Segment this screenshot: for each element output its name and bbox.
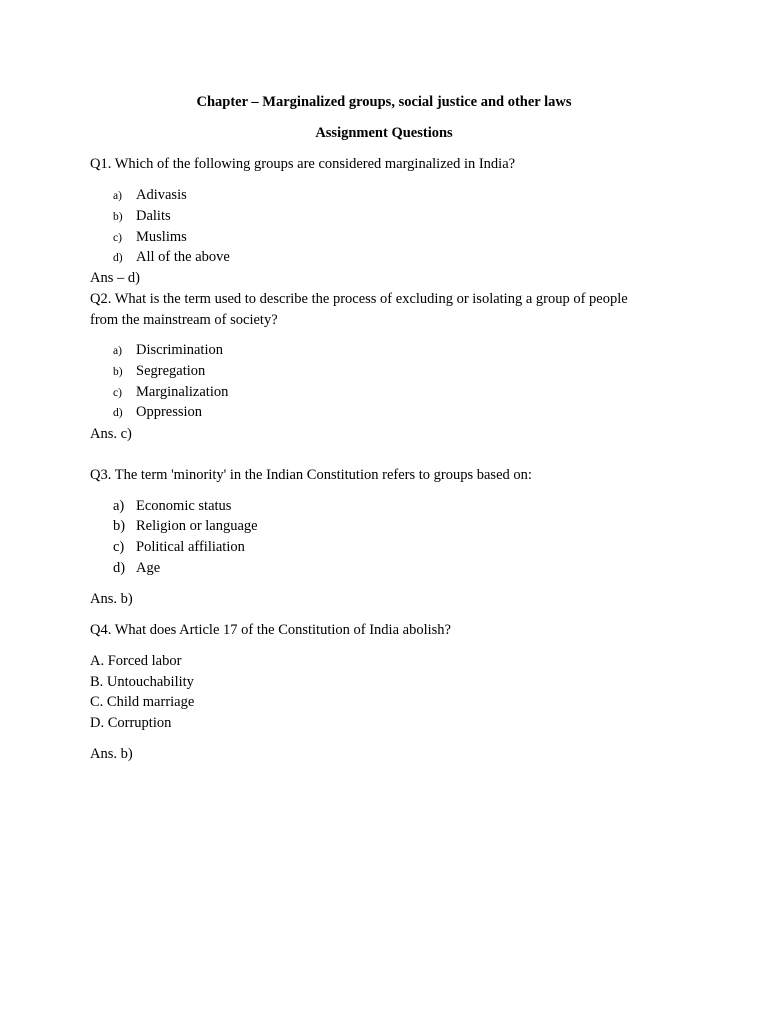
question-2-line-1: Q2. What is the term used to describe the process of excluding or isolating a group of people [90,291,628,307]
option-letter: b) [113,366,123,378]
answer-4: Ans. b) [90,746,133,762]
question-4: Q4. What does Article 17 of the Constitution of India abolish? [90,622,451,638]
option-letter: c) [113,232,122,244]
answer-1: Ans – d) [90,270,140,286]
option-letter: a) [113,345,122,357]
question-2-line-2: from the mainstream of society? [90,312,278,328]
option-text: Dalits [136,208,171,224]
question-3: Q3. The term 'minority' in the Indian Constitution refers to groups based on: [90,467,532,483]
q4-option-c: C. Child marriage [90,694,195,710]
option-text: Adivasis [136,187,187,203]
option-letter: d) [113,407,123,419]
answer-3: Ans. b) [90,591,133,607]
section-title: Assignment Questions [315,125,453,141]
option-text: All of the above [136,249,230,265]
q4-option-b: B. Untouchability [90,674,194,690]
option-letter: b) [113,518,126,534]
answer-2: Ans. c) [90,426,132,442]
option-text: Economic status [136,498,232,514]
option-text: Religion or language [136,518,258,534]
chapter-title: Chapter – Marginalized groups, social justice and other laws [196,94,572,110]
q4-option-d: D. Corruption [90,715,172,731]
option-text: Oppression [136,404,203,420]
option-text: Segregation [136,363,206,379]
option-letter: d) [113,252,123,264]
q4-option-a: A. Forced labor [90,653,182,669]
option-letter: c) [113,539,125,555]
option-text: Muslims [136,229,187,245]
option-text: Discrimination [136,342,223,358]
option-letter: d) [113,560,126,576]
option-letter: a) [113,190,122,202]
option-letter: b) [113,211,123,223]
option-text: Age [136,560,161,576]
option-letter: c) [113,387,122,399]
question-1: Q1. Which of the following groups are considered marginalized in India? [90,156,516,172]
option-letter: a) [113,498,125,514]
option-text: Political affiliation [136,539,245,555]
option-text: Marginalization [136,384,229,400]
